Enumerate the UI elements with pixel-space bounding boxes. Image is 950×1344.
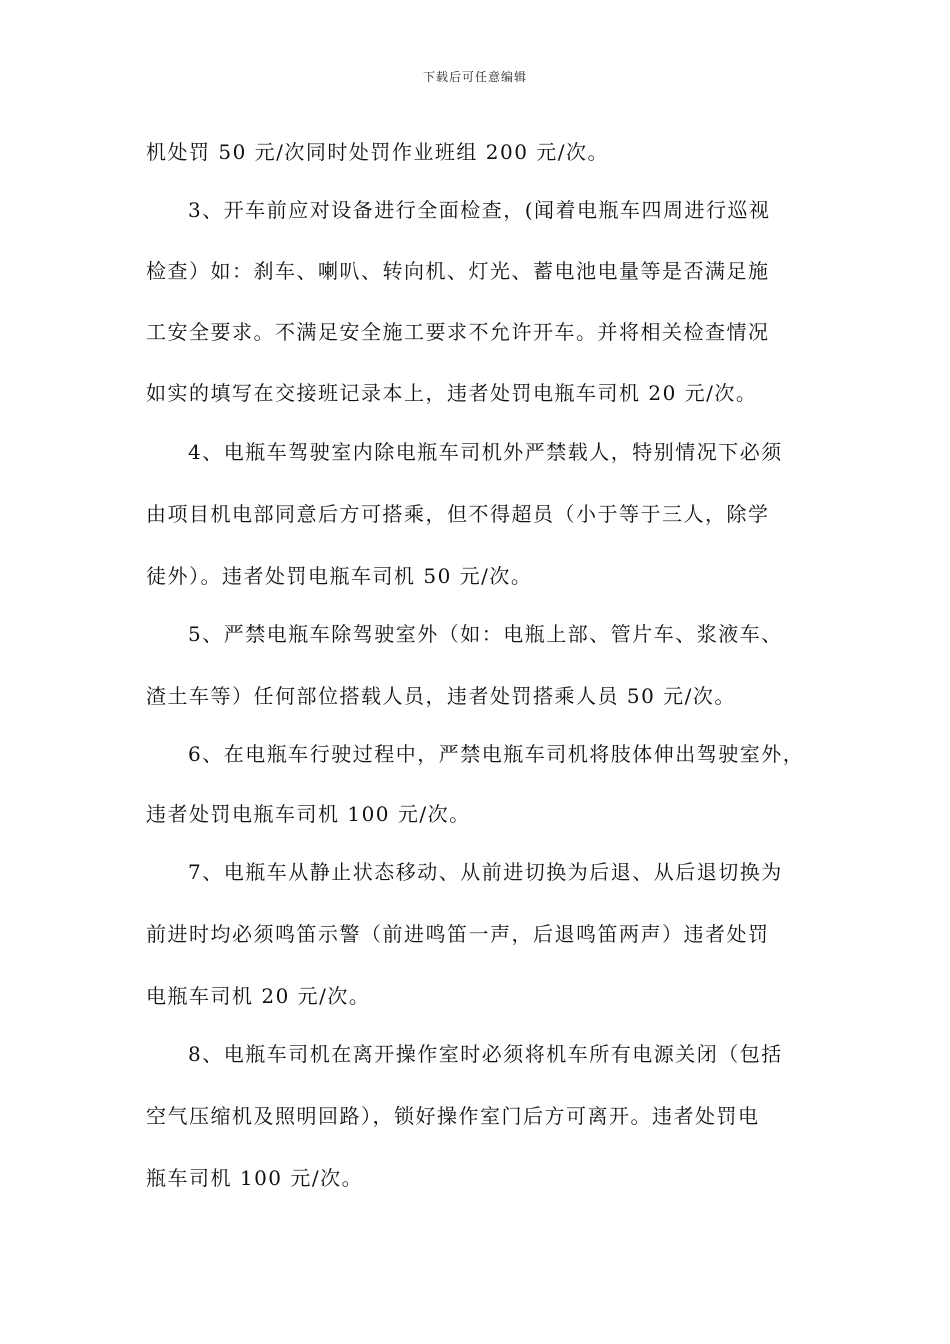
text-line: 违者处罚电瓶车司机 100 元/次。	[146, 802, 471, 826]
text-line: 工安全要求。不满足安全施工要求不允许开车。并将相关检查情况	[146, 320, 770, 344]
text-line: 渣土车等）任何部位搭载人员，违者处罚搭乘人员 50 元/次。	[146, 684, 736, 708]
text-line: 空气压缩机及照明回路），锁好操作室门后方可离开。违者处罚电	[146, 1104, 760, 1128]
paragraph-8-start: 8、电瓶车司机在离开操作室时必须将机车所有电源关闭（包括	[188, 1042, 783, 1066]
paragraph-3-start: 3、开车前应对设备进行全面检查，(闻着电瓶车四周进行巡视	[188, 198, 771, 222]
text-line: 检查）如：刹车、喇叭、转向机、灯光、蓄电池电量等是否满足施	[146, 259, 770, 283]
text-line: 机处罚 50 元/次同时处罚作业班组 200 元/次。	[146, 140, 610, 164]
page-header: 下载后可任意编辑	[422, 70, 527, 84]
text-line: 如实的填写在交接班记录本上，违者处罚电瓶车司机 20 元/次。	[146, 381, 758, 405]
text-line: 前进时均必须鸣笛示警（前进鸣笛一声，后退鸣笛两声）违者处罚	[146, 922, 770, 946]
paragraph-4-start: 4、电瓶车驾驶室内除电瓶车司机外严禁载人，特别情况下必须	[188, 440, 783, 464]
paragraph-5-start: 5、严禁电瓶车除驾驶室外（如：电瓶上部、管片车、浆液车、	[188, 622, 783, 646]
text-line: 瓶车司机 100 元/次。	[146, 1166, 364, 1190]
text-line: 电瓶车司机 20 元/次。	[146, 984, 371, 1008]
text-line: 徒外）。违者处罚电瓶车司机 50 元/次。	[146, 564, 533, 588]
text-line: 由项目机电部同意后方可搭乘，但不得超员（小于等于三人，除学	[146, 502, 770, 526]
paragraph-7-start: 7、电瓶车从静止状态移动、从前进切换为后退、从后退切换为	[188, 860, 783, 884]
paragraph-6-start: 6、在电瓶车行驶过程中，严禁电瓶车司机将肢体伸出驾驶室外，	[188, 742, 805, 766]
